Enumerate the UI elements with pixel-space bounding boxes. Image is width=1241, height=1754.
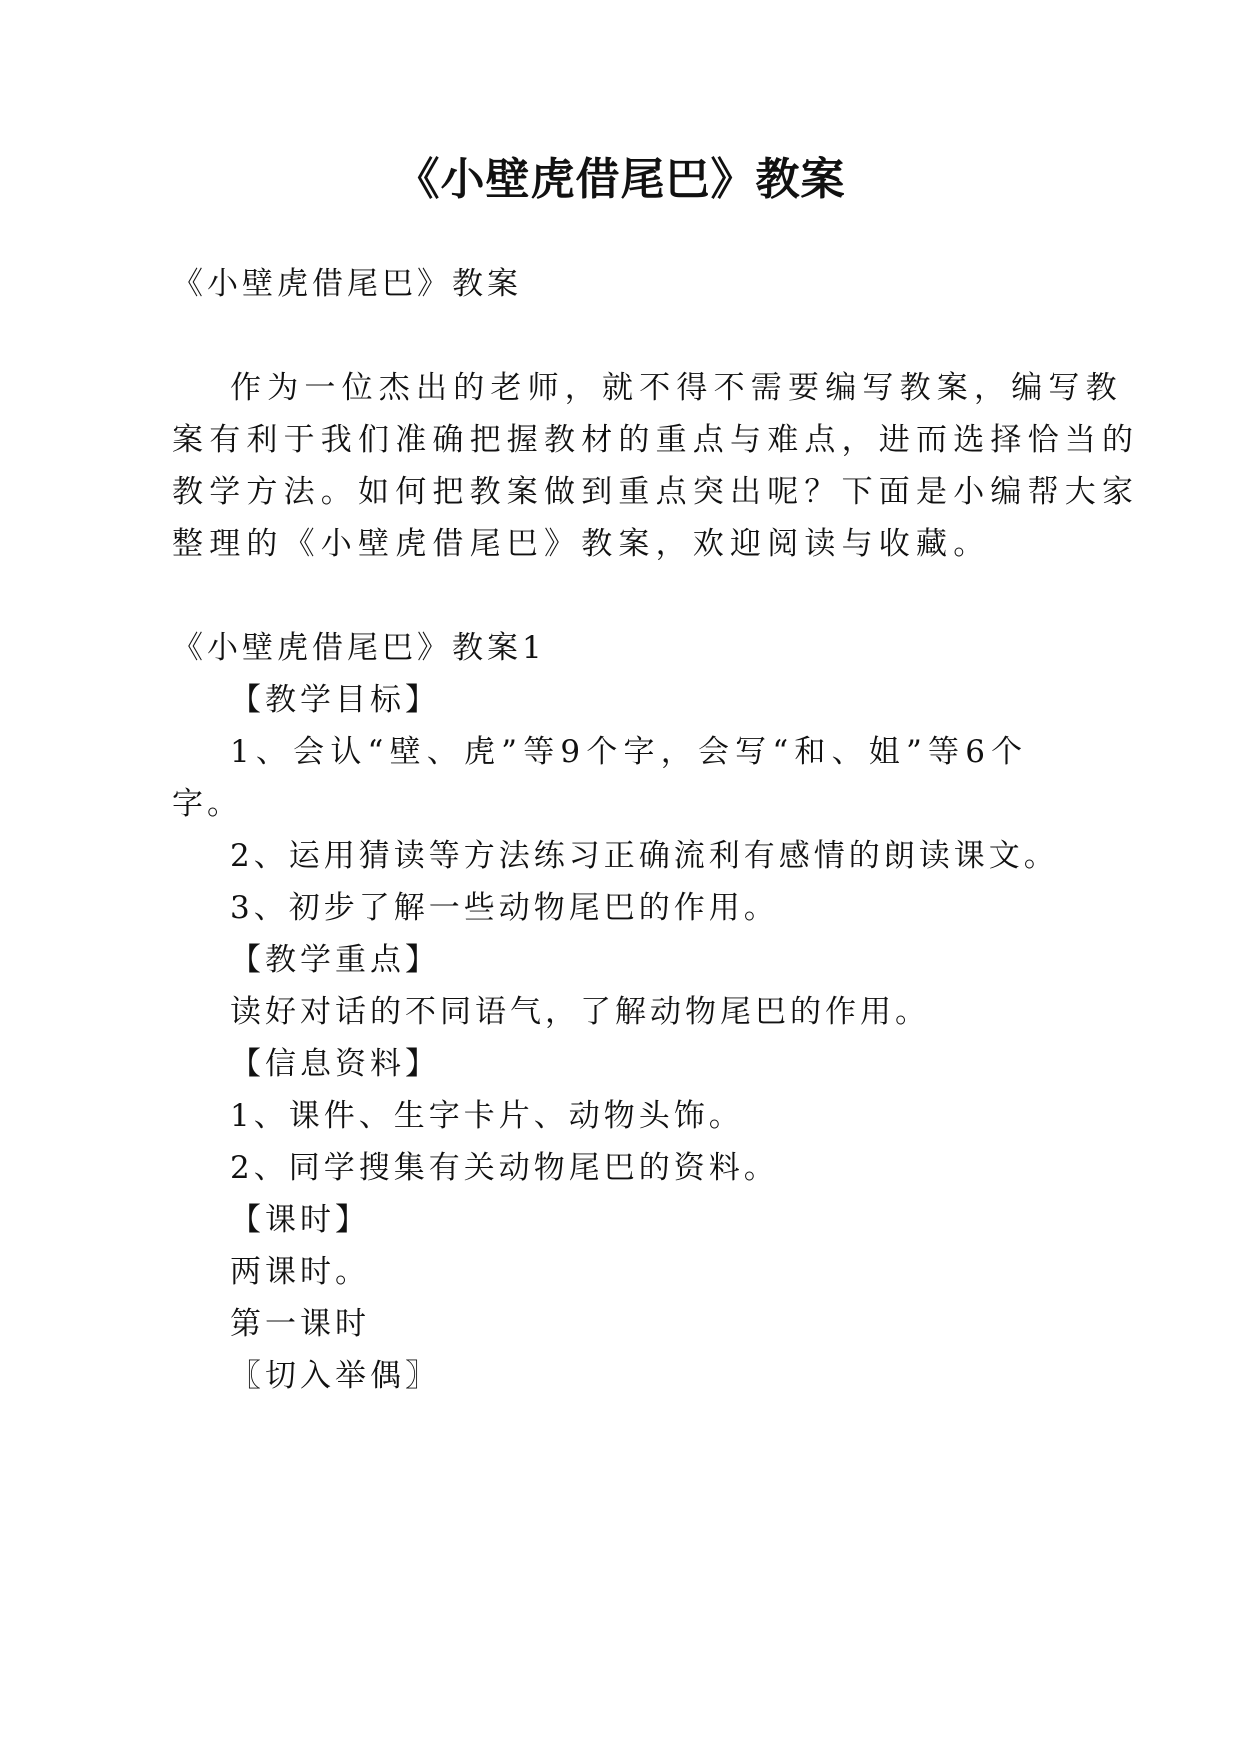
document-title: 《小壁虎借尾巴》教案 (395, 154, 846, 205)
intro-line-2: 案有利于我们准确把握教材的重点与难点，进而选择恰当的 (172, 422, 1140, 458)
intro-section-heading: 〖切入举偶〗 (230, 1358, 440, 1394)
section-heading: 《小壁虎借尾巴》教案1 (172, 630, 546, 666)
goal-2: 2、运用猜读等方法练习正确流利有感情的朗读课文。 (230, 838, 1059, 874)
intro-line-1: 作为一位杰出的老师，就不得不需要编写教案，编写教 (230, 370, 1123, 406)
intro-line-3: 教学方法。如何把教案做到重点突出呢？下面是小编帮大家 (172, 474, 1140, 510)
key-text: 读好对话的不同语气，了解动物尾巴的作用。 (230, 994, 930, 1030)
goal-1-line-1: 1、会认“壁、虎”等9个字，会写“和、姐”等6个 (230, 734, 1029, 770)
lesson-1-heading: 第一课时 (230, 1306, 370, 1342)
goals-heading: 【教学目标】 (230, 682, 440, 718)
goal-1-line-2: 字。 (172, 786, 242, 822)
hours-text: 两课时。 (230, 1254, 370, 1290)
key-heading: 【教学重点】 (230, 942, 440, 978)
info-heading: 【信息资料】 (230, 1046, 440, 1082)
info-item-1: 1、课件、生字卡片、动物头饰。 (230, 1098, 744, 1134)
hours-heading: 【课时】 (230, 1202, 370, 1238)
info-item-2: 2、同学搜集有关动物尾巴的资料。 (230, 1150, 779, 1186)
goal-3: 3、初步了解一些动物尾巴的作用。 (230, 890, 779, 926)
document-subtitle: 《小壁虎借尾巴》教案 (172, 266, 522, 302)
intro-line-4: 整理的《小壁虎借尾巴》教案，欢迎阅读与收藏。 (172, 526, 991, 562)
